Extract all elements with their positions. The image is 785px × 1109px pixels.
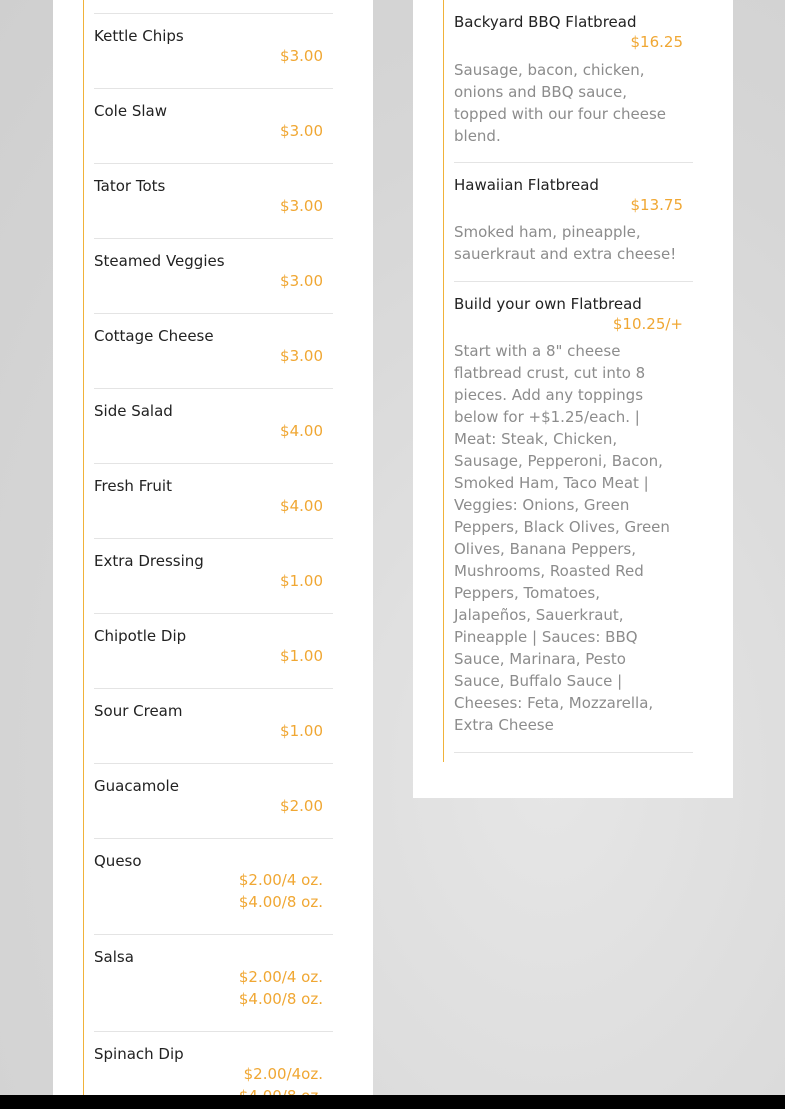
menu-item[interactable] xyxy=(454,0,693,163)
item-name: Steamed Veggies xyxy=(94,252,225,270)
menu-item[interactable] xyxy=(94,464,333,539)
item-description: Sausage, bacon, chicken, onions and BBQ sauce, topped with our four cheese blend. xyxy=(454,61,666,145)
menu-item[interactable] xyxy=(94,764,333,839)
item-name: Build your own Flatbread xyxy=(454,295,642,313)
item-price: $2.00/4oz. xyxy=(243,1065,323,1083)
item-price: $4.00 xyxy=(280,422,323,440)
menu-item[interactable] xyxy=(94,14,333,89)
item-name: Fresh Fruit xyxy=(94,477,172,495)
item-name: Extra Dressing xyxy=(94,552,204,570)
item-price: $2.00 xyxy=(280,797,323,815)
item-price: $1.00 xyxy=(280,572,323,590)
item-price: $3.00 xyxy=(280,197,323,215)
item-name: Sour Cream xyxy=(94,702,183,720)
item-description: Start with a 8" cheese flatbread crust, cut into 8 pieces. Add any toppings below for +$1.25/each. | Meat: Steak, Chicken, Sausage, Pepperoni, Bacon, Smoked Ham, Taco Meat | Veggies: Onions, Green Peppers, Black Olives, Green Olives, Banana Peppers, Mushrooms, Roasted Red Peppers, Tomatoes, Jalapeños, Sauerkraut, Pineapple | Sauces: BBQ Sauce, Marinara, Pesto Sauce, Buffalo Sauce | Cheeses: Feta, Mozzarella, Extra Cheese xyxy=(454,342,670,734)
menu-item[interactable] xyxy=(454,282,693,753)
item-name: Hawaiian Flatbread xyxy=(454,176,599,194)
accent-line xyxy=(443,0,444,762)
item-price: $3.00 xyxy=(280,272,323,290)
item-name: Guacamole xyxy=(94,777,179,795)
item-name: Cottage Cheese xyxy=(94,327,214,345)
item-price: $4.00 xyxy=(280,497,323,515)
item-name: Side Salad xyxy=(94,402,173,420)
item-name: Backyard BBQ Flatbread xyxy=(454,13,637,31)
menu-item[interactable] xyxy=(94,839,333,935)
item-name: Spinach Dip xyxy=(94,1045,184,1063)
item-price: $3.00 xyxy=(280,47,323,65)
item-price: $2.00/4 oz. xyxy=(238,871,323,889)
menu-item[interactable] xyxy=(94,614,333,689)
accent-line xyxy=(83,0,84,1109)
item-price: $1.00 xyxy=(280,647,323,665)
item-price: $4.00/8 oz. xyxy=(238,893,323,911)
item-description: Smoked ham, pineapple, sauerkraut and extra cheese! xyxy=(454,223,677,263)
item-name: Queso xyxy=(94,852,142,870)
menu-item[interactable] xyxy=(94,89,333,164)
menu-item[interactable] xyxy=(94,689,333,764)
item-price: $2.00/4 oz. xyxy=(238,968,323,986)
menu-item[interactable] xyxy=(94,539,333,614)
item-name: Kettle Chips xyxy=(94,27,184,45)
item-price: $3.00 xyxy=(280,347,323,365)
item-price: $4.00/8 oz. xyxy=(238,990,323,1008)
item-name: Tator Tots xyxy=(94,177,166,195)
item-name: Salsa xyxy=(94,948,134,966)
menu-item[interactable] xyxy=(94,935,333,1032)
item-name: Chipotle Dip xyxy=(94,627,187,645)
menu-item[interactable] xyxy=(94,164,333,239)
item-price: $16.25 xyxy=(630,33,683,51)
item-price: $1.00 xyxy=(280,722,323,740)
menu-item[interactable] xyxy=(94,314,333,389)
item-price: $10.25/+ xyxy=(612,315,683,333)
menu-item[interactable] xyxy=(94,389,333,464)
item-name: Cole Slaw xyxy=(94,102,167,120)
item-price: $3.00 xyxy=(280,122,323,140)
menu-item[interactable] xyxy=(454,163,693,282)
menu-item[interactable] xyxy=(94,239,333,314)
bottom-bar xyxy=(0,1095,785,1109)
item-price: $13.75 xyxy=(630,196,683,214)
